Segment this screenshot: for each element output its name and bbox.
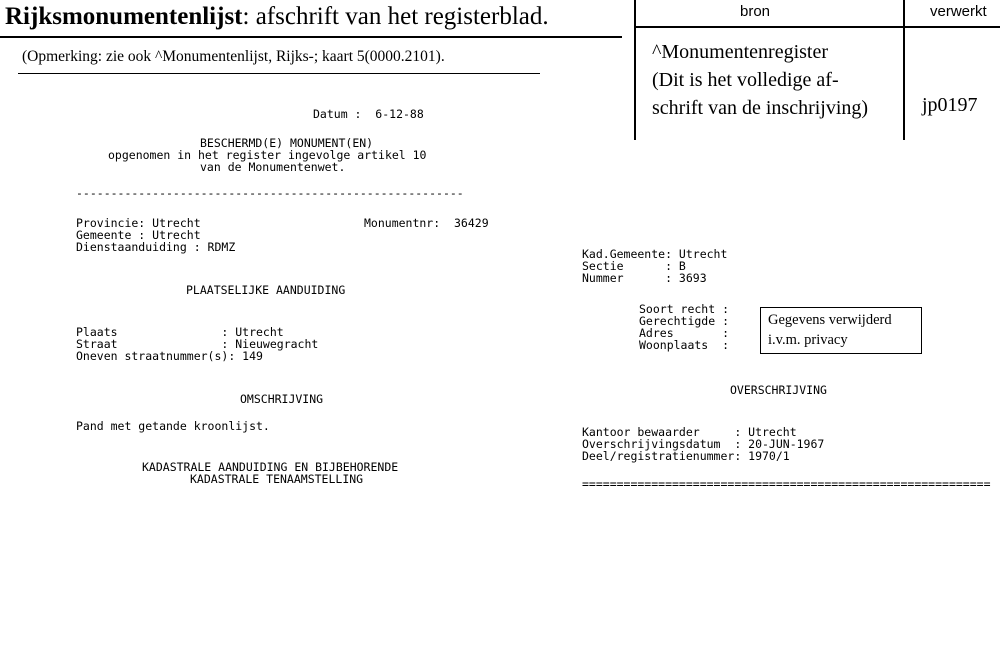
privacy-text bbox=[768, 310, 892, 350]
gerechtigde-label: Gerechtigde : bbox=[639, 314, 730, 328]
bron-line: (Dit is het volledige af- bbox=[652, 69, 839, 91]
privacy-line: i.v.m. privacy bbox=[768, 332, 848, 348]
omschrijving-heading: OMSCHRIJVING bbox=[240, 392, 324, 406]
nummer-field: Nummer : 3693 bbox=[582, 271, 707, 285]
register-heading-line: opgenomen in het register ingevolge artikel 10 bbox=[108, 148, 427, 162]
document-title bbox=[5, 2, 549, 32]
gemeente-field: Gemeente : Utrecht bbox=[76, 228, 201, 242]
soort-recht-label: Soort recht : bbox=[639, 302, 730, 316]
overschrijving-heading: OVERSCHRIJVING bbox=[730, 383, 827, 397]
plaatselijke-heading: PLAATSELIJKE AANDUIDING bbox=[186, 283, 346, 297]
title-rest: : afschrift van het registerblad. bbox=[242, 3, 549, 30]
bron-line: schrift van de inschrijving) bbox=[652, 97, 869, 119]
kadastrale-heading-line: KADASTRALE AANDUIDING EN BIJBEHORENDE bbox=[142, 460, 399, 474]
title-underline bbox=[0, 36, 622, 38]
remark-note: (Opmerking: zie ook ^Monumentenlijst, Rijks-; kaart 5(0000.2101). bbox=[22, 48, 445, 65]
kadastrale-heading-line: KADASTRALE TENAAMSTELLING bbox=[190, 472, 364, 486]
table-left-border bbox=[634, 0, 636, 140]
title-bold: Rijksmonumentenlijst bbox=[5, 3, 243, 30]
register-separator: -------------------------------------------------------- bbox=[76, 186, 464, 200]
kantoor-field: Kantoor bewaarder : Utrecht bbox=[582, 425, 797, 439]
table-header-rule bbox=[634, 26, 1000, 28]
straat-field: Straat : Nieuwegracht bbox=[76, 337, 319, 351]
privacy-redaction-box bbox=[760, 307, 922, 354]
verwerkt-cell: jp0197 bbox=[922, 94, 978, 116]
bron-line: ^Monumentenregister bbox=[652, 41, 829, 63]
omschrijving-text: Pand met getande kroonlijst. bbox=[76, 419, 270, 433]
register-heading-line: BESCHERMD(E) MONUMENT(EN) bbox=[200, 136, 374, 150]
monumentnr-field: Monumentnr: 36429 bbox=[364, 216, 489, 230]
table-column-divider bbox=[903, 0, 905, 140]
table-header-bron: bron bbox=[740, 3, 771, 20]
table-header-verwerkt: verwerkt bbox=[930, 3, 987, 20]
huisnummer-field: Oneven straatnummer(s): 149 bbox=[76, 349, 263, 363]
register-heading-line: van de Monumentenwet. bbox=[200, 160, 346, 174]
sectie-field: Sectie : B bbox=[582, 259, 686, 273]
register-date: Datum : 6-12-88 bbox=[313, 107, 424, 121]
dienstaanduiding-field: Dienstaanduiding : RDMZ bbox=[76, 240, 236, 254]
plaats-field: Plaats : Utrecht bbox=[76, 325, 284, 339]
overschrijvingsdatum-field: Overschrijvingsdatum : 20-JUN-1967 bbox=[582, 437, 825, 451]
bron-cell bbox=[652, 38, 868, 122]
kad-gemeente-field: Kad.Gemeente: Utrecht bbox=[582, 247, 728, 261]
privacy-line: Gegevens verwijderd bbox=[768, 312, 892, 328]
adres-label: Adres : bbox=[639, 326, 730, 340]
note-underline bbox=[18, 73, 540, 74]
deel-field: Deel/registratienummer: 1970/1 bbox=[582, 449, 790, 463]
woonplaats-label: Woonplaats : bbox=[639, 338, 730, 352]
kadaster-separator: =========================================================== bbox=[582, 478, 991, 490]
provincie-field: Provincie: Utrecht bbox=[76, 216, 201, 230]
